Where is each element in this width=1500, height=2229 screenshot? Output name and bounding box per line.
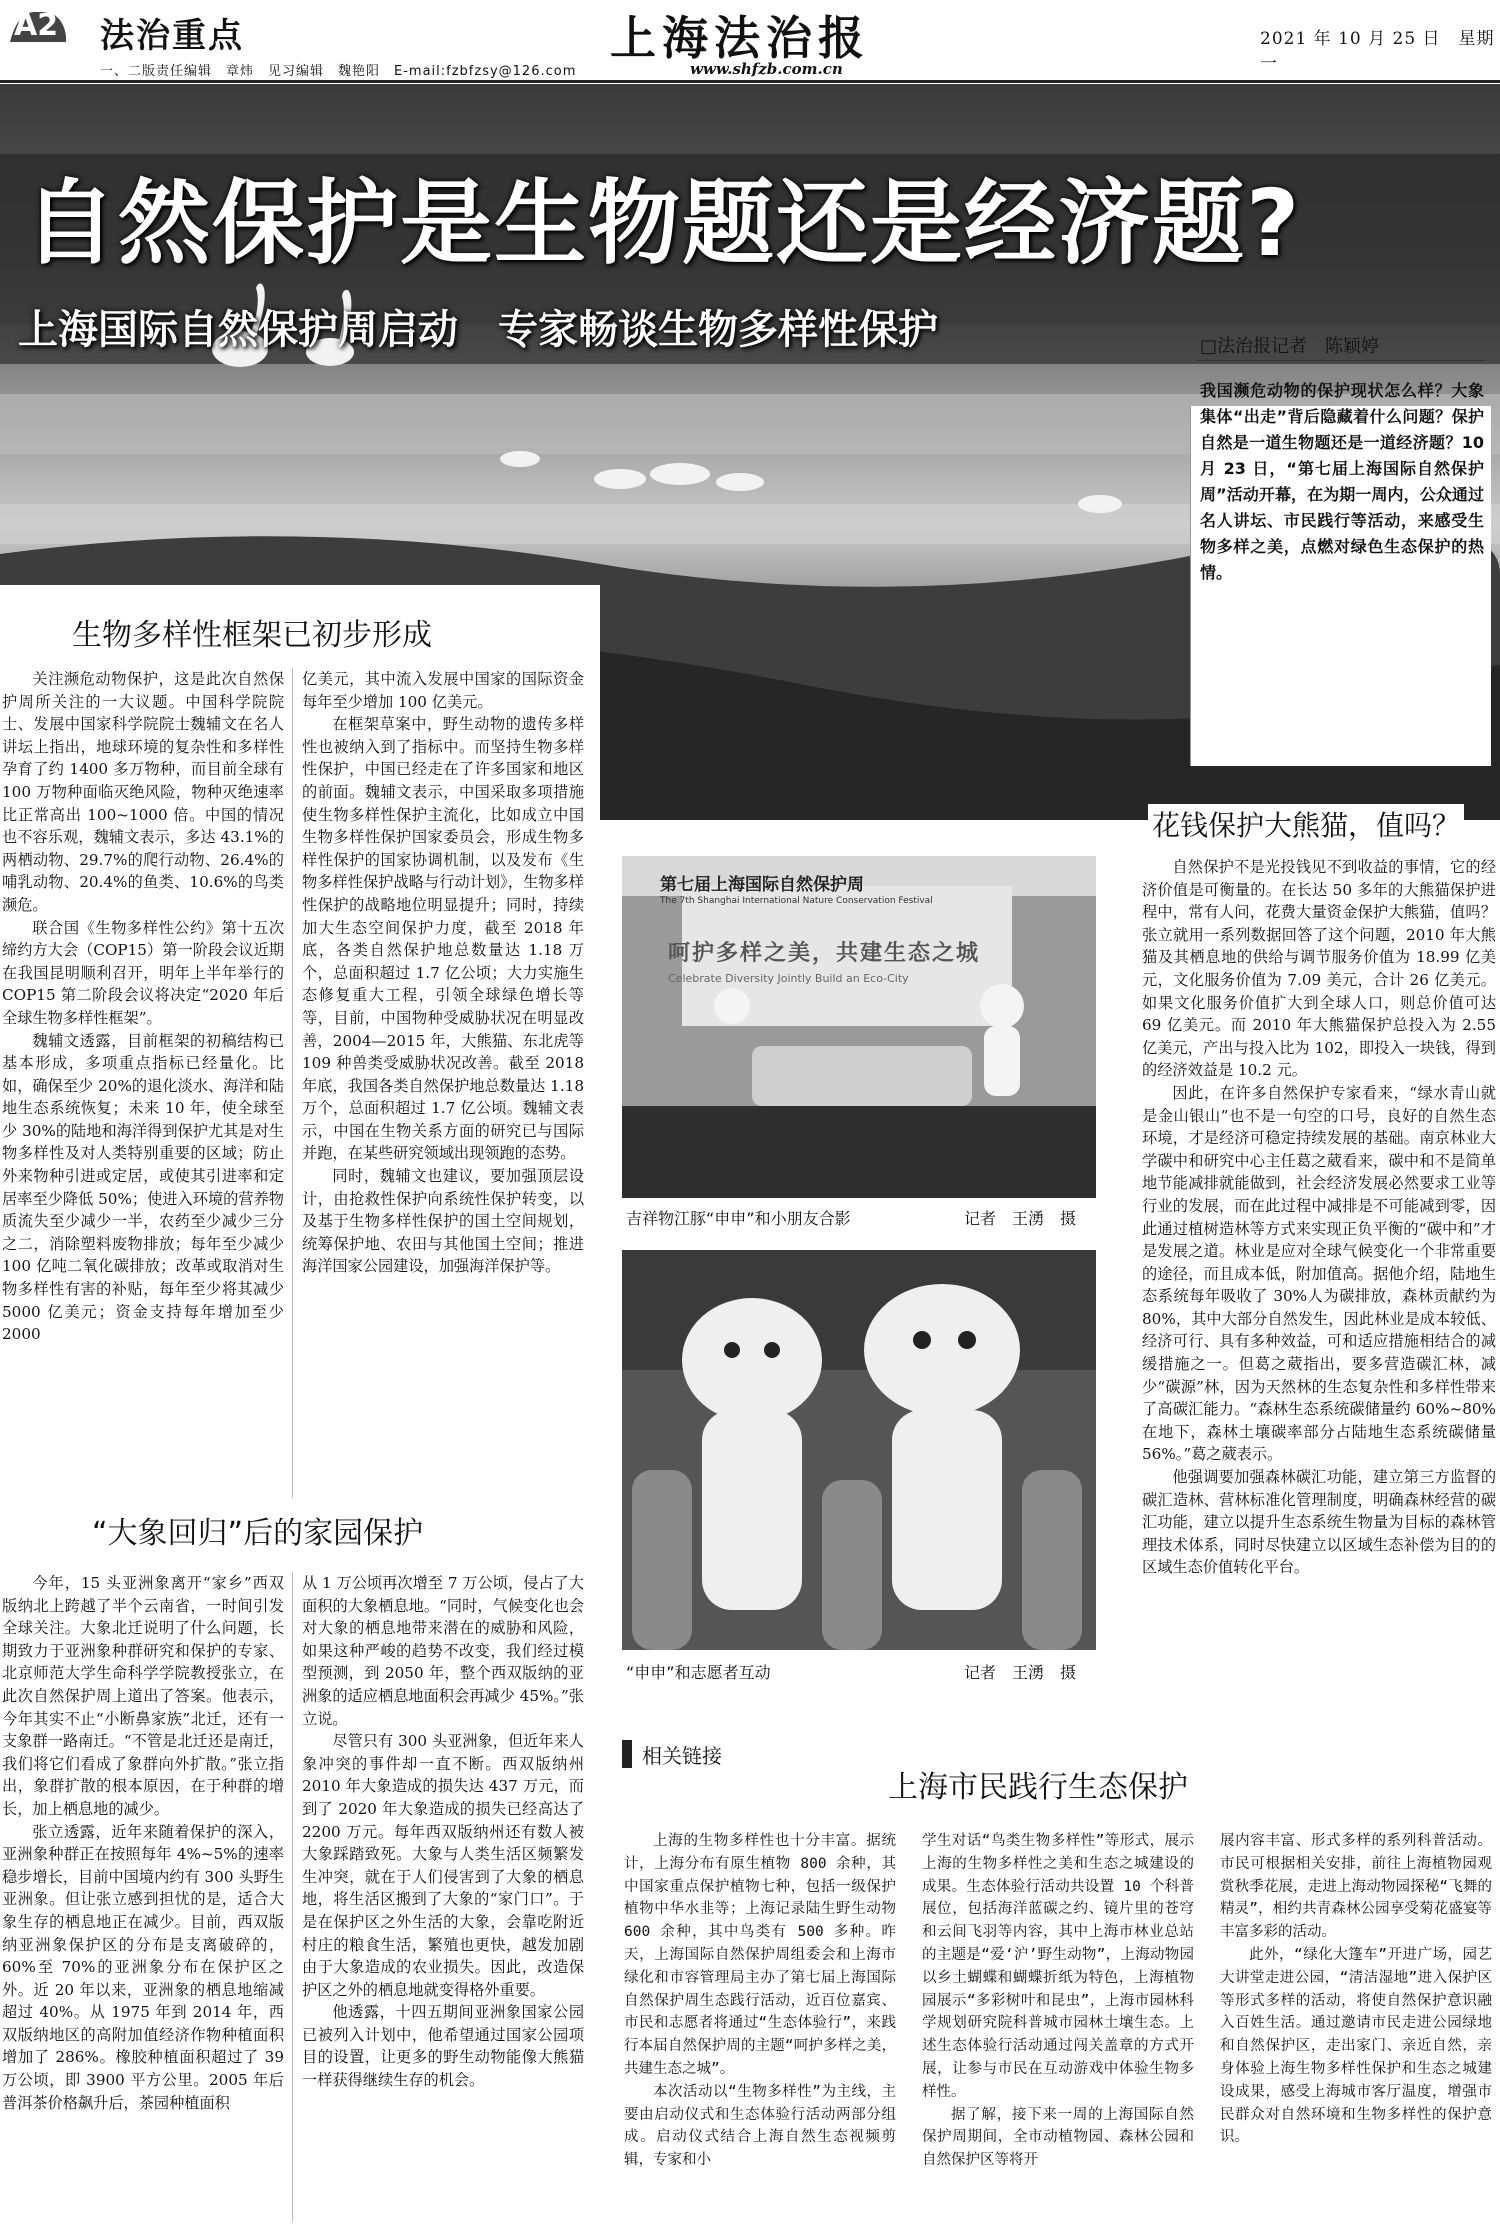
related-column-1 [624,1830,896,2172]
mascot-volunteers-illustration [622,1250,1096,1650]
biodiversity-column-2 [302,668,584,1278]
elephant-column-1 [2,1572,284,2114]
paragraph: 展内容丰富、形式多样的系列科普活动。市民可根据相关安排，前往上海植物园观赏秋季花展，走进上海动物园探秘“飞舞的精灵”，相约共青森林公园享受菊花盛宴等丰富多彩的活动。 [1220,1833,1492,1941]
masthead-logo: 上海法治报 [610,11,870,65]
paragraph: 据了解，接下来一周的上海国际自然保护周期间，全市动植物园、森林公园和自然保护区等将开 [922,2106,1194,2169]
banner-slogan-en: Celebrate Diversity Jointly Build an Eco-City [668,972,909,985]
related-column-3 [1220,1830,1492,2149]
website[interactable]: www.shfzb.com.cn [690,60,843,78]
paragraph: 学生对话“鸟类生物多样性”等形式，展示上海的生物多样性之美和生态之城建设的成果。生态体验行活动共设置 10 个科普展位，包括海洋蓝碳之约、镜片里的苍穹和云间飞羽等内容，其中上海市林业总站的主题是“爱‘沪’野生动物”，上海动物园以乡土蝴蝶和蝴蝶折纸为特色，上海植物园展示“多彩树叶和昆虫”，上海市园林科学规划研究院科普城市园林土壤生态。上述生态体验行活动通过闯关盖章的方式开展，让参与市民在互动游戏中体验生物多样性。 [922,1833,1194,2100]
section-heading-panda: 花钱保护大熊猫，值吗？ [1148,804,1464,844]
related-link-tag: 相关链接 [642,1744,722,1768]
related-tag-bar [622,1740,632,1768]
paragraph: 魏辅文透露，目前框架的初稿结构已基本形成，多项重点指标已经量化。比如，确保至少 20%的退化淡水、海洋和陆地生态系统恢复；未来 10 年，使全球至少 30%的陆地和海洋得到保护尤其是对生物多样性及对人类特别重要的区域；防止外来物种引进或定居，或使其引进率和定居率至少降低 50%；使进入环境的营养物质流失至少减少一半，农药至少减少三分之二，消除塑料废物排放；每年至少减少 100 亿吨二氧化碳排放；改革或取消对生物多样性有害的补贴，每年至少将其减少 5000 亿美元；资金支持每年增加至少 2000 [2,1031,284,1344]
paragraph: 张立透露，近年来随着保护的深入，亚洲象种群正在按照每年 4%~5%的速率稳步增长，目前中国境内约有 300 头野生亚洲象。但让张立感到担忧的是，适合大象生存的栖息地正在减少。目前，西双版纳亚洲象保护区的分布是支离破碎的，60%至 70%的亚洲象分布在保护区之外。近 20 年以来，亚洲象的栖息地缩减超过 40%。从 1975 年到 2014 年，西双版纳地区的高附加值经济作物种植面积增加了 286%。橡胶种植面积超过了 39 万公顷，即 3900 平方公里。2005 年后普洱茶价格飙升后，茶园种植面积 [2,1822,284,2112]
paragraph: 亿美元，其中流入发展中国家的国际资金每年至少增加 100 亿美元。 [302,670,584,711]
page-number: A2 [14,8,59,43]
section-heading-related: 上海市民践行生态保护 [888,1770,1188,1805]
paragraph: 自然保护不是光投钱见不到收益的事情，它的经济价值是可衡量的。在长达 50 多年的大熊猫保护进程中，常有人问，花费大量资金保护大熊猫，值吗？张立就用一系列数据回答了这个问题，2010 年大熊猫及其栖息地的供给与调节服务价值为 18.99 亿美元，文化服务价值为 7.09 美元，合计 26 亿美元。如果文化服务价值扩大到全球人口，则总价值可达 69 亿美元。而 2010 年大熊猫保护总投入为 2.55 亿美元，产出与投入比为 102，即投入一块钱，得到的经济效益是 10.2 元。 [1142,858,1496,1080]
photo-credit-1: 记者 王湧 摄 [964,1209,1077,1228]
main-headline: 自然保护是生物题还是经济题? [24,170,1302,277]
column-divider [292,1572,293,2222]
issue-date: 2021 年 10 月 25 日 星期一 [1260,29,1495,74]
editors-line: 一、二版责任编辑 章炜 见习编辑 魏艳阳 E-mail:fzbfzsy@126.com [100,64,577,79]
biodiversity-column-1 [2,668,284,1346]
elephant-column-2 [302,1572,584,2092]
paragraph: 同时，魏辅文也建议，要加强顶层设计，由抢救性保护向系统性保护转变，以及基于生物多样性保护的国土空间规划，统筹保护地、农田与其他国土空间；推进海洋国家公园建设，加强海洋保护等。 [302,1167,584,1276]
photo-mascot-with-children [622,856,1096,1198]
photo-credit-2: 记者 王湧 摄 [964,1663,1077,1682]
paragraph: 他透露，十四五期间亚洲象国家公园已被列入计划中，他希望通过国家公园项目的设置，让更多的野生动物能像大熊猫一样获得继续生存的机会。 [302,2003,584,2090]
photo-mascot-with-volunteers [622,1250,1096,1650]
mascot-children-illustration [622,856,1096,1198]
panda-article-body [1142,856,1496,1579]
banner-subtitle: The 7th Shanghai International Nature Conservation Festival [660,896,933,906]
banner-title: 第七届上海国际自然保护周 [660,875,864,895]
paragraph: 关注濒危动物保护，这是此次自然保护周所关注的一大议题。中国科学院院士、发展中国家科学院院士魏辅文在名人讲坛上指出，地球环境的复杂性和多样性孕育了约 1400 多万物种，而目前全球有 100 万物种面临灭绝风险，物种灭绝速率比正常高出 100~1000 倍。中国的情况也不容乐观，魏辅文表示，多达 43.1%的两栖动物、29.7%的爬行动物、26.4%的哺乳动物、20.4%的鱼类、10.6%的鸟类濒危。 [2,670,284,914]
section-heading-elephant: “大象回归”后的家园保护 [92,1516,424,1551]
column-divider [292,668,293,1498]
paragraph: 本次活动以“生物多样性”为主线，主要由启动仪式和生态体验行活动两部分组成。启动仪式结合上海自然生态视频剪辑，专家和小 [624,2083,896,2169]
paragraph: 此外，“绿化大篷车”开进广场，园艺大讲堂走进公园，“清洁湿地”进入保护区等形式多样的活动，将使自然保护意识融入百姓生活。通过邀请市民走进公园绿地和自然保护区，走出家门、亲近自然，亲身体验上海生物多样性保护和生态之城建设成果，感受上海城市客厅温度，增强市民群众对自然环境和生物多样性的保护意识。 [1220,1946,1492,2146]
paragraph: 他强调要加强森林碳汇功能，建立第三方监督的碳汇造林、营林标准化管理制度，明确森林经营的碳汇功能，建立以提升生态系统生物量为目标的森林管理技术体系，同时尽快建立以区域生态补偿为目的的区域生态价值转化平台。 [1142,1468,1496,1577]
paragraph: 联合国《生物多样性公约》第十五次缔约方大会（COP15）第一阶段会议近期在我国昆明顺利召开，明年上半年举行的 COP15 第二阶段会议将决定“2020 年后全球生物多样性框架”。 [2,918,284,1027]
byline-divider [1196,360,1486,361]
paragraph: 上海的生物多样性也十分丰富。据统计，上海分布有原生植物 800 余种，其中国家重点保护植物七种，包括一级保护植物中华水韭等；上海记录陆生野生动物 600 余种，其中鸟类有 500 多种。昨天，上海国际自然保护周组委会和上海市绿化和市容管理局主办了第七届上海国际自然保护周生态践行活动，近百位嘉宾、市民和志愿者将通过“生态体验行”，来践行本届自然保护周的主题“呵护多样之美，共建生态之城”。 [624,1833,896,2077]
banner-slogan: 呵护多样之美，共建生态之城 [668,940,981,966]
paragraph: 今年，15 头亚洲象离开“家乡”西双版纳北上跨越了半个云南省，一时间引发全球关注。大象北迁说明了什么问题，长期致力于亚洲象种群研究和保护的专家、北京师范大学生命科学学院教授张立，在此次自然保护周上道出了答案。他表示，今年其实不止“小断鼻家族”北迁，还有一支象群一路南迁。“不管是北迁还是南迁，我们将它们看成了象群向外扩散。”张立指出，象群扩散的根本原因，在于种群的增长，加上栖息地的减少。 [2,1574,284,1818]
photo-caption-2: “申申”和志愿者互动 [626,1663,771,1682]
paragraph: 因此，在许多自然保护专家看来，“绿水青山就是金山银山”也不是一句空的口号，良好的自然生态环境，才是经济可稳定持续发展的基础。南京林业大学碳中和研究中心主任葛之葳看来，碳中和不是简单地节能减排就能做到，社会经济发展必然要求工业等行业的发展，而在此过程中减排是不可能减到零，因此通过植树造林等方式来实现正负平衡的“碳中和”才是发展之道。林业是应对全球气候变化一个非常重要的途径，而且成本低，附加值高。据他介绍，陆地生态系统每年吸收了 30%人为碳排放，森林贡献约为 80%，其中大部分自然发生，因此林业是成本较低、经济可行、具有多种效益，可和适应措施相结合的减缓措施之一。但葛之葳指出，要多营造碳汇林，减少“碳源”林，因为天然林的生态复杂性和多样性带来了高碳汇能力。“森林生态系统碳储量约 60%~80%在地下，森林土壤碳率部分占陆地生态系统碳储量 56%。”葛之葳表示。 [1142,1083,1496,1464]
paragraph: 从 1 万公顷再次增至 7 万公顷，侵占了大面积的大象栖息地。“同时，气候变化也会对大象的栖息地带来潜在的威胁和风险，如果这种严峻的趋势不改变，我们经过模型预测，到 2050 年，整个西双版纳的亚洲象的适应栖息地面积会再减少 45%。”张立说。 [302,1574,584,1728]
byline: □法治报记者 陈颖婷 [1200,336,1380,357]
related-column-2 [922,1830,1194,2172]
paragraph: 尽管只有 300 头亚洲象，但近年来人象冲突的事件却一直不断。西双版纳州 2010 年大象造成的损失达 437 万元，而到了 2020 年大象造成的损失已经高达了 2200 万元。每年西双版纳州还有数人被大象踩踏致死。大象与人类生活区频繁发生冲突，就在于人们侵害到了大象的栖息地，将生活区搬到了大象的“家门口”。于是在保护区之外生活的大象，会靠吃附近村庄的粮食生活，繁殖也更快，越发加剧由于大象造成的农业损失。因此，改造保护区之外的栖息地就变得格外重要。 [302,1732,584,1999]
sub-headline: 上海国际自然保护周启动 专家畅谈生物多样性保护 [18,307,938,353]
header-divider [0,80,1500,83]
section-heading-biodiversity: 生物多样性框架已初步形成 [72,618,432,653]
paragraph: 在框架草案中，野生动物的遗传多样性也被纳入到了指标中。而坚持生物多样性保护，中国已经走在了许多国家和地区的前面。魏辅文表示，中国采取多项措施使生物多样性保护主流化，比如成立中国生物多样性保护国家委员会，形成生物多样性保护的国家协调机制，以及发布《生物多样性保护战略与行动计划》，生物多样性保护的战略地位明显提升；同时，持续加大生态空间保护力度，截至 2018 年底，各类自然保护地总数量达 1.18 万个，总面积超过 1.7 亿公顷；大力实施生态修复重大工程，引领全球绿色增长等等，目前，中国物种受威胁状况在明显改善，2004—2015 年，大熊猫、东北虎等 109 种兽类受威胁状况改善。截至 2018 年底，我国各类自然保护地总数量达 1.18 万个，总面积超过 1.7 亿公顷。魏辅文表示，中国在生物关系方面的研究已与国际并跑，在某些研究领域出现领跑的态势。 [302,715,584,1163]
photo-caption-1: 吉祥物江豚“申申”和小朋友合影 [626,1209,851,1228]
section-title: 法治重点 [100,16,244,56]
intro-lead: 我国濒危动物的保护现状怎么样？大象集体“出走”背后隐藏着什么问题？保护自然是一道生物题还是一道经济题？10 月 23 日，“第七届上海国际自然保护周”活动开幕，在为期一周内，公众通过名人讲坛、市民践行等活动，来感受生物多样之美，点燃对绿色生态保护的热情。 [1200,381,1484,582]
